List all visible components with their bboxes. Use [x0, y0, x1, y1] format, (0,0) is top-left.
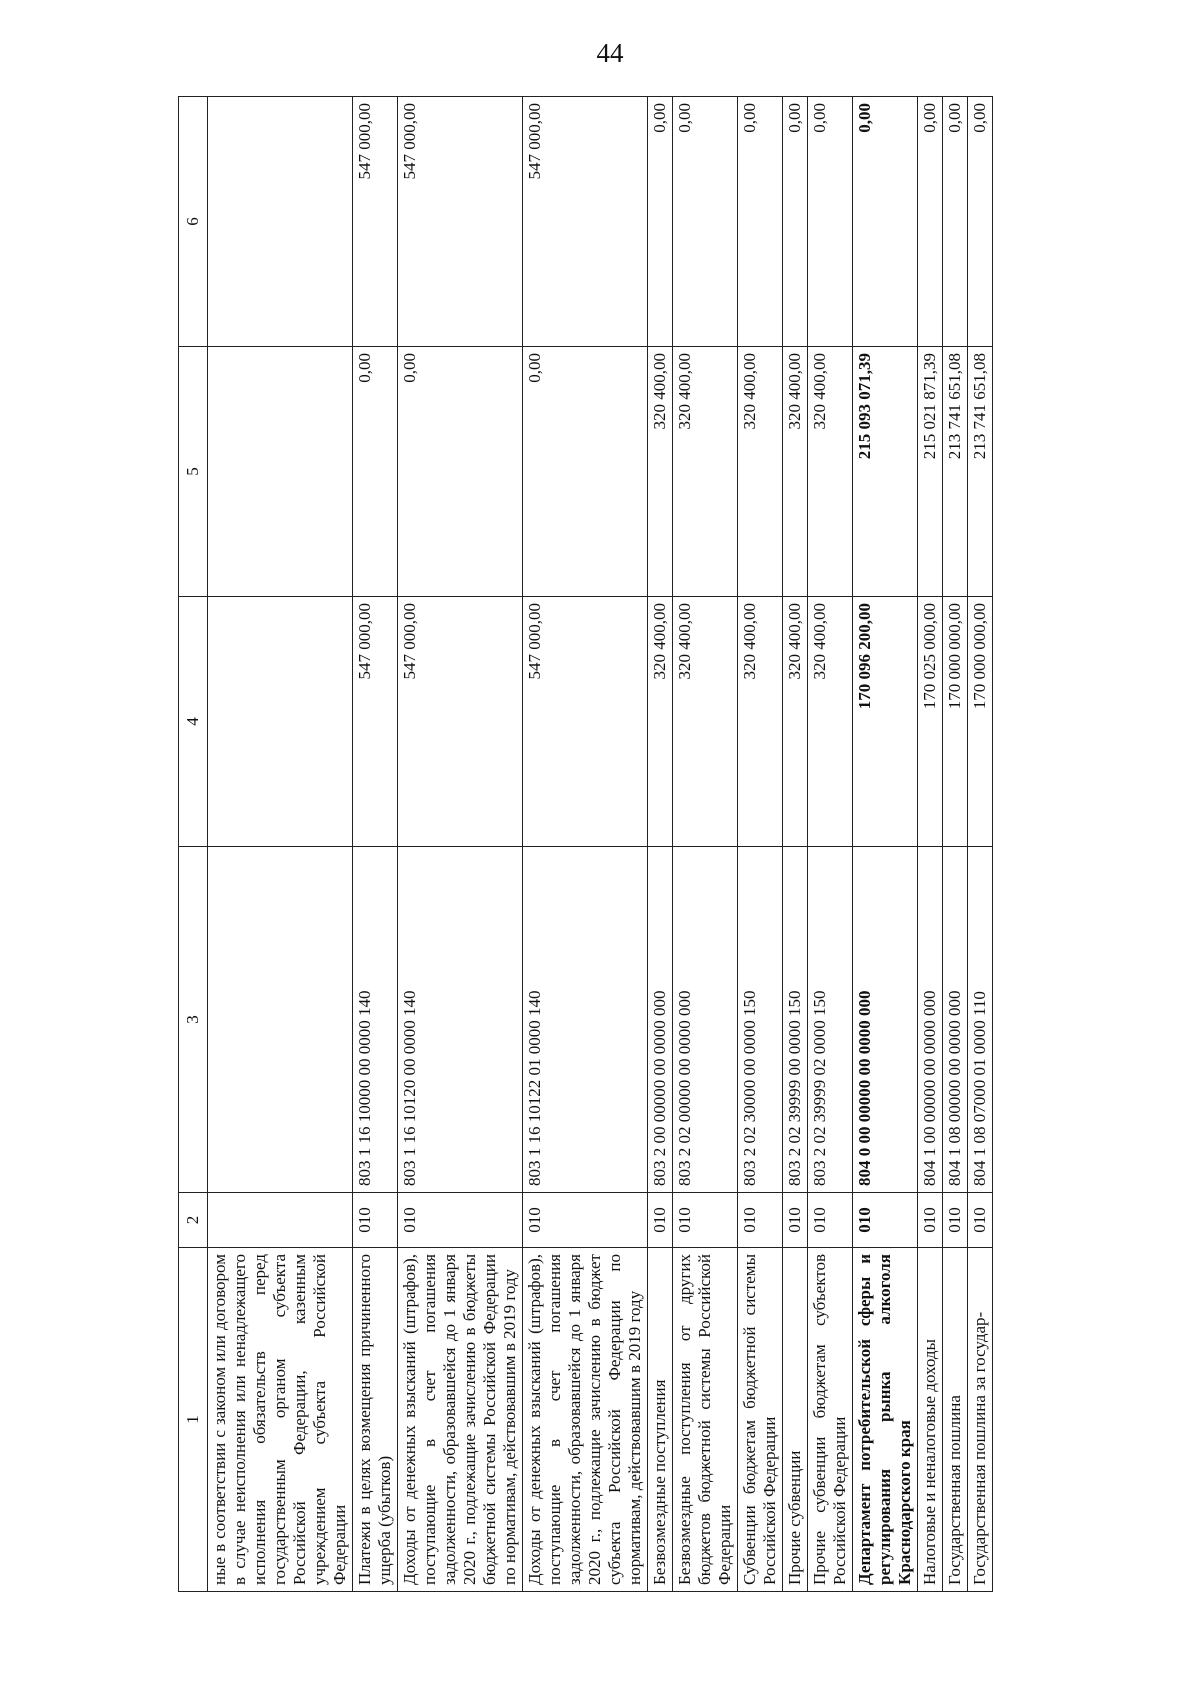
row-diff: 547 000,00	[523, 97, 648, 347]
row-fact: 213 741 651,08	[943, 347, 968, 597]
row-diff: 0,00	[783, 97, 808, 347]
table-row	[968, 97, 993, 1592]
row-plan: 320 400,00	[648, 597, 673, 847]
row-plan: 320 400,00	[808, 597, 853, 847]
row-plan: 170 000 000,00	[968, 597, 993, 847]
row-fact: 320 400,00	[673, 347, 738, 597]
row-diff: 0,00	[738, 97, 783, 347]
row-fact: 0,00	[523, 347, 648, 597]
header-col-3: 3	[179, 847, 208, 1193]
row-code: 010	[968, 1193, 993, 1248]
row-diff	[208, 97, 353, 347]
table-row	[208, 97, 353, 1592]
row-plan: 547 000,00	[523, 597, 648, 847]
row-diff: 547 000,00	[353, 97, 398, 347]
row-code: 010	[353, 1193, 398, 1248]
row-name: Прочие субвенции	[783, 1248, 808, 1592]
table-row	[738, 97, 783, 1592]
row-fact: 215 093 071,39	[853, 347, 918, 597]
row-code	[208, 1193, 353, 1248]
row-code: 010	[943, 1193, 968, 1248]
row-fact: 0,00	[398, 347, 523, 597]
row-name: Доходы от денежных взысканий (штрафов), поступающие в счет погашения задолженности, образовавшейся до 1 января 2020 г., подлежащие зачислению в бюджеты бюджетной системы Российской Федерации по нормативам, действовавшим в 2019 году	[398, 1248, 523, 1592]
row-diff: 0,00	[808, 97, 853, 347]
row-diff: 0,00	[943, 97, 968, 347]
row-plan: 170 025 000,00	[918, 597, 943, 847]
row-plan: 320 400,00	[673, 597, 738, 847]
row-kbk: 803 2 02 39999 02 0000 150	[808, 847, 853, 1193]
table-row	[523, 97, 648, 1592]
row-name: Доходы от денежных взысканий (штрафов), поступающие в счет погашения задолженности, образовавшейся до 1 января 2020 г., подлежащие зачислению в бюджет субъекта Российской Федерации по нормативам, действовавшим в 2019 году	[523, 1248, 648, 1592]
row-code: 010	[523, 1193, 648, 1248]
table-row	[918, 97, 943, 1592]
row-name: Государственная пошлина за государ-	[968, 1248, 993, 1592]
row-name: Департамент потребительской сферы и регулирования рынка алкоголя Краснодарского края	[853, 1248, 918, 1592]
row-name: Прочие субвенции бюджетам субъектов Российской Федерации	[808, 1248, 853, 1592]
table-row	[353, 97, 398, 1592]
row-kbk: 803 2 02 00000 00 0000 000	[673, 847, 738, 1193]
row-code: 010	[853, 1193, 918, 1248]
header-col-2: 2	[179, 1193, 208, 1248]
table-row	[783, 97, 808, 1592]
row-name: Безвозмездные поступления	[648, 1248, 673, 1592]
row-kbk: 803 2 02 30000 00 0000 150	[738, 847, 783, 1193]
row-plan: 320 400,00	[738, 597, 783, 847]
row-code: 010	[398, 1193, 523, 1248]
table-row	[648, 97, 673, 1592]
row-kbk: 803 1 16 10000 00 0000 140	[353, 847, 398, 1193]
row-fact: 0,00	[353, 347, 398, 597]
page-number: 44	[596, 38, 624, 68]
table-row	[808, 97, 853, 1592]
table-row	[673, 97, 738, 1592]
row-name: Субвенции бюджетам бюджетной системы Российской Федерации	[738, 1248, 783, 1592]
row-name: ные в соответствии с законом или договором в случае неисполнения или ненадлежащего исполнения обязательств перед государственным органом субъекта Российской Федерации, казенным учреждением субъекта Российской Федерации	[208, 1248, 353, 1592]
row-diff: 547 000,00	[398, 97, 523, 347]
row-code: 010	[808, 1193, 853, 1248]
row-kbk: 804 1 08 07000 01 0000 110	[968, 847, 993, 1193]
row-name: Налоговые и неналоговые доходы	[918, 1248, 943, 1592]
row-code: 010	[673, 1193, 738, 1248]
table-row	[853, 97, 918, 1592]
row-kbk	[208, 847, 353, 1193]
row-kbk: 804 0 00 00000 00 0000 000	[853, 847, 918, 1193]
row-plan: 320 400,00	[783, 597, 808, 847]
row-fact: 320 400,00	[738, 347, 783, 597]
row-fact: 213 741 651,08	[968, 347, 993, 597]
row-name: Государственная пошлина	[943, 1248, 968, 1592]
header-row	[179, 97, 208, 1592]
row-plan: 547 000,00	[398, 597, 523, 847]
row-kbk: 803 1 16 10122 01 0000 140	[523, 847, 648, 1193]
row-kbk: 803 1 16 10120 00 0000 140	[398, 847, 523, 1193]
row-name: Платежи в целях возмещения причиненного ущерба (убытков)	[353, 1248, 398, 1592]
header-col-6: 6	[179, 97, 208, 347]
row-plan: 170 000 000,00	[943, 597, 968, 847]
row-name: Безвозмездные поступления от других бюджетов бюджетной системы Российской Федерации	[673, 1248, 738, 1592]
row-kbk: 804 1 00 00000 00 0000 000	[918, 847, 943, 1193]
row-diff: 0,00	[673, 97, 738, 347]
header-col-1: 1	[179, 1248, 208, 1592]
row-code: 010	[918, 1193, 943, 1248]
row-plan: 547 000,00	[353, 597, 398, 847]
table-body	[208, 97, 993, 1592]
row-code: 010	[738, 1193, 783, 1248]
header-col-5: 5	[179, 347, 208, 597]
row-kbk: 803 2 00 00000 00 0000 000	[648, 847, 673, 1193]
budget-table	[178, 96, 993, 1592]
row-code: 010	[783, 1193, 808, 1248]
row-plan: 170 096 200,00	[853, 597, 918, 847]
row-kbk: 803 2 02 39999 00 0000 150	[783, 847, 808, 1193]
row-diff: 0,00	[853, 97, 918, 347]
row-diff: 0,00	[968, 97, 993, 347]
row-code: 010	[648, 1193, 673, 1248]
row-diff: 0,00	[918, 97, 943, 347]
row-diff: 0,00	[648, 97, 673, 347]
row-fact: 320 400,00	[648, 347, 673, 597]
table-row	[398, 97, 523, 1592]
row-fact: 320 400,00	[783, 347, 808, 597]
table-row	[943, 97, 968, 1592]
header-col-4: 4	[179, 597, 208, 847]
rotated-table-frame	[178, 97, 1088, 1592]
row-fact: 215 021 871,39	[918, 347, 943, 597]
row-plan	[208, 597, 353, 847]
row-fact: 320 400,00	[808, 347, 853, 597]
row-kbk: 804 1 08 00000 00 0000 000	[943, 847, 968, 1193]
row-fact	[208, 347, 353, 597]
